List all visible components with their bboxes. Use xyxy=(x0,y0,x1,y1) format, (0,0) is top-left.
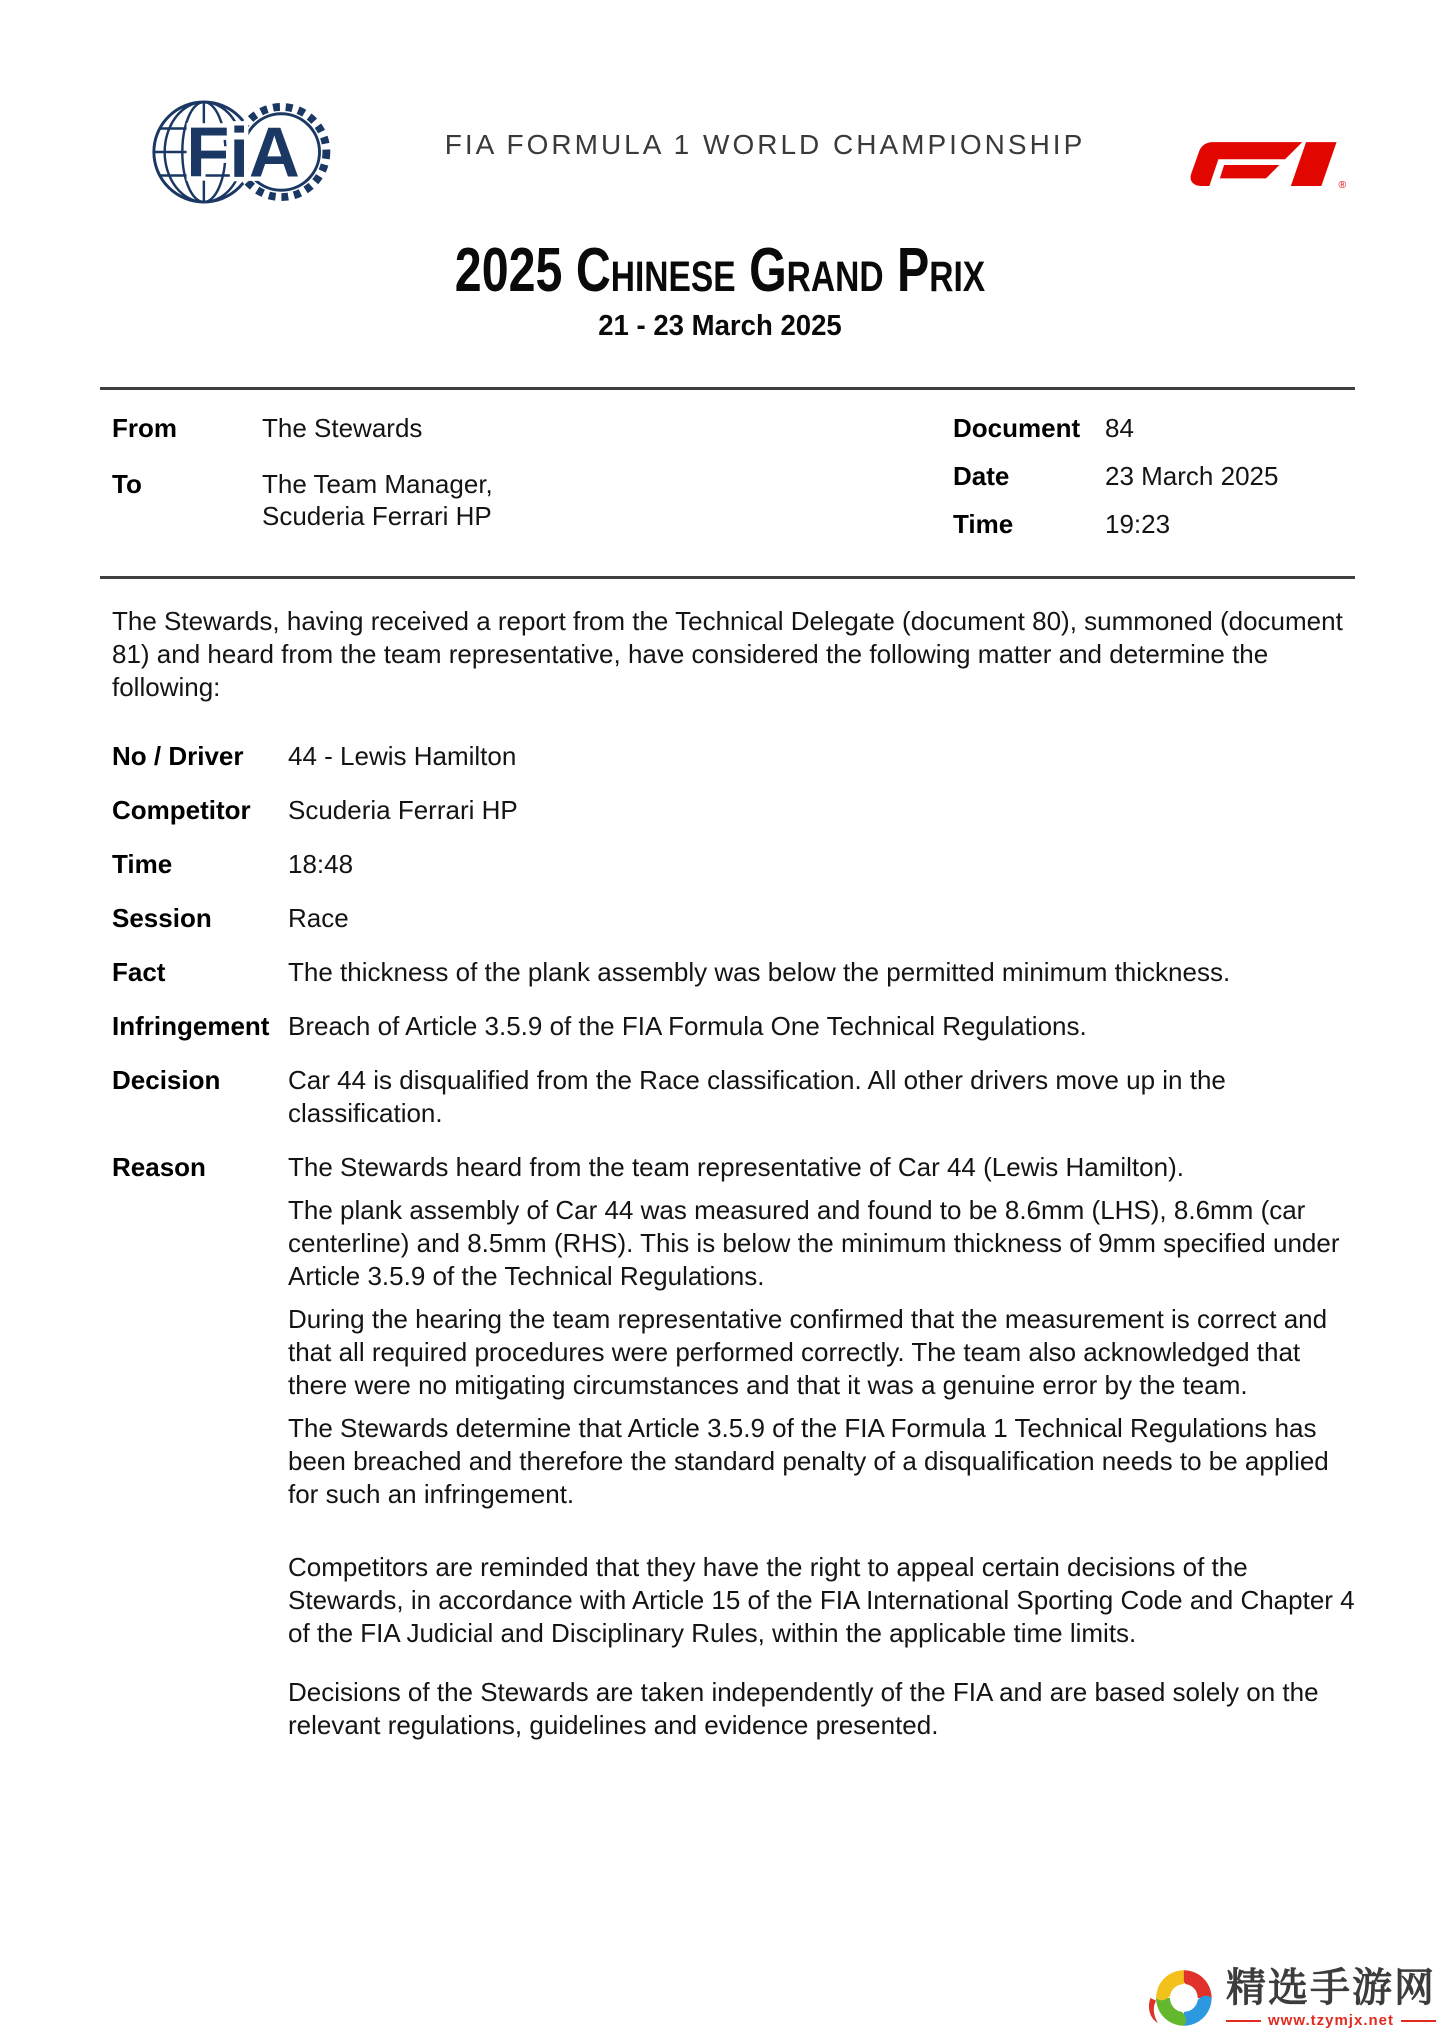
fia-logo-icon xyxy=(148,91,344,213)
field-row-fact xyxy=(112,956,1355,989)
field-value: Scuderia Ferrari HP xyxy=(288,795,518,825)
field-label: Infringement xyxy=(112,1011,270,1041)
field-label: Competitor xyxy=(112,795,251,825)
reason-paragraph: The Stewards heard from the team representative of Car 44 (Lewis Hamilton). xyxy=(288,1152,1184,1182)
meta-left xyxy=(112,412,493,540)
document-value: 84 xyxy=(1105,413,1134,443)
reason-paragraphs xyxy=(288,1151,1355,1742)
watermark-site-url: www.tzymjx.net xyxy=(1226,2012,1436,2029)
championship-title: FIA FORMULA 1 WORLD CHAMPIONSHIP xyxy=(444,129,1086,160)
field-row-decision xyxy=(112,1064,1355,1130)
field-value: Car 44 is disqualified from the Race classification. All other drivers move up in the classification. xyxy=(288,1065,1226,1128)
field-value: 44 - Lewis Hamilton xyxy=(288,741,517,771)
appeal-rights-paragraph: Competitors are reminded that they have the right to appeal certain decisions of the Stewards, in accordance with Article 15 of the FIA International Sporting Code and Chapter 4 of the FIA Judicial and Disciplinary Rules, within the applicable time limits. xyxy=(288,1552,1355,1648)
intro-paragraph: The Stewards, having received a report from the Technical Delegate (document 80), summoned (document 81) and heard from the team representative, have considered the following matter and determine the following: xyxy=(112,606,1343,702)
field-row-time xyxy=(112,848,1355,881)
field-row-session xyxy=(112,902,1355,935)
date-value: 23 March 2025 xyxy=(1105,461,1279,491)
field-value: Breach of Article 3.5.9 of the FIA Formula One Technical Regulations. xyxy=(288,1011,1087,1041)
field-row-no-driver xyxy=(112,740,1355,773)
independence-paragraph: Decisions of the Stewards are taken independently of the FIA and are based solely on the relevant regulations, guidelines and evidence presented. xyxy=(288,1677,1319,1740)
field-row-competitor xyxy=(112,794,1355,827)
title-block xyxy=(0,236,1440,343)
event-title: 2025 Chinese Grand Prix xyxy=(454,236,986,305)
from-value: The Stewards xyxy=(262,413,423,443)
fields-section xyxy=(112,740,1355,1742)
to-label: To xyxy=(112,469,142,499)
to-value: The Team Manager, Scuderia Ferrari HP xyxy=(262,469,493,531)
url-line-left xyxy=(1226,2020,1261,2022)
time-value: 19:23 xyxy=(1105,509,1171,539)
field-label: Fact xyxy=(112,957,166,987)
meta-right xyxy=(953,412,1355,540)
f1-logo-icon xyxy=(1186,139,1348,191)
field-label: No / Driver xyxy=(112,741,244,771)
from-label: From xyxy=(112,413,177,443)
watermark-site-name: 精选手游网 xyxy=(1226,1966,1436,2010)
date-label: Date xyxy=(953,461,1010,491)
reason-paragraph: During the hearing the team representative confirmed that the measurement is correct and that all required procedures were performed correctly. The team also acknowledged that there were no mitigating circumstances and that it was a genuine error by the team. xyxy=(288,1304,1328,1400)
event-dates: 21 - 23 March 2025 xyxy=(598,310,842,342)
field-label: Session xyxy=(112,903,212,933)
divider-bottom xyxy=(100,576,1355,579)
meta-section xyxy=(112,412,1355,540)
time-label: Time xyxy=(953,509,1014,539)
field-label: Decision xyxy=(112,1065,221,1095)
masthead xyxy=(0,0,1440,218)
reason-paragraph: The plank assembly of Car 44 was measured and found to be 8.6mm (LHS), 8.6mm (car centerline) and 8.5mm (RHS). This is below the minimum thickness of 9mm specified under Article 3.5.9 of the Technical Regulations. xyxy=(288,1195,1340,1291)
url-line-right xyxy=(1401,2020,1436,2022)
field-label: Reason xyxy=(112,1152,206,1182)
divider-top xyxy=(100,387,1355,390)
reason-paragraph: The Stewards determine that Article 3.5.9 of the FIA Formula 1 Technical Regulations has been breached and therefore the standard penalty of a disqualification needs to be applied for such an infringement. xyxy=(288,1413,1329,1509)
registered-mark: ® xyxy=(1338,179,1347,191)
field-value: Race xyxy=(288,903,349,933)
field-label: Time xyxy=(112,849,173,879)
watermark xyxy=(1142,1961,1436,2035)
field-value: 18:48 xyxy=(288,849,354,879)
watermark-text xyxy=(1226,1967,1436,2029)
fia-logo-text: FiA xyxy=(186,112,300,192)
field-value: The thickness of the plank assembly was below the permitted minimum thickness. xyxy=(288,957,1231,987)
field-row-reason xyxy=(112,1151,1355,1742)
document-label: Document xyxy=(953,413,1081,443)
pinwheel-logo-icon xyxy=(1142,1961,1222,2035)
field-row-infringement xyxy=(112,1010,1355,1043)
